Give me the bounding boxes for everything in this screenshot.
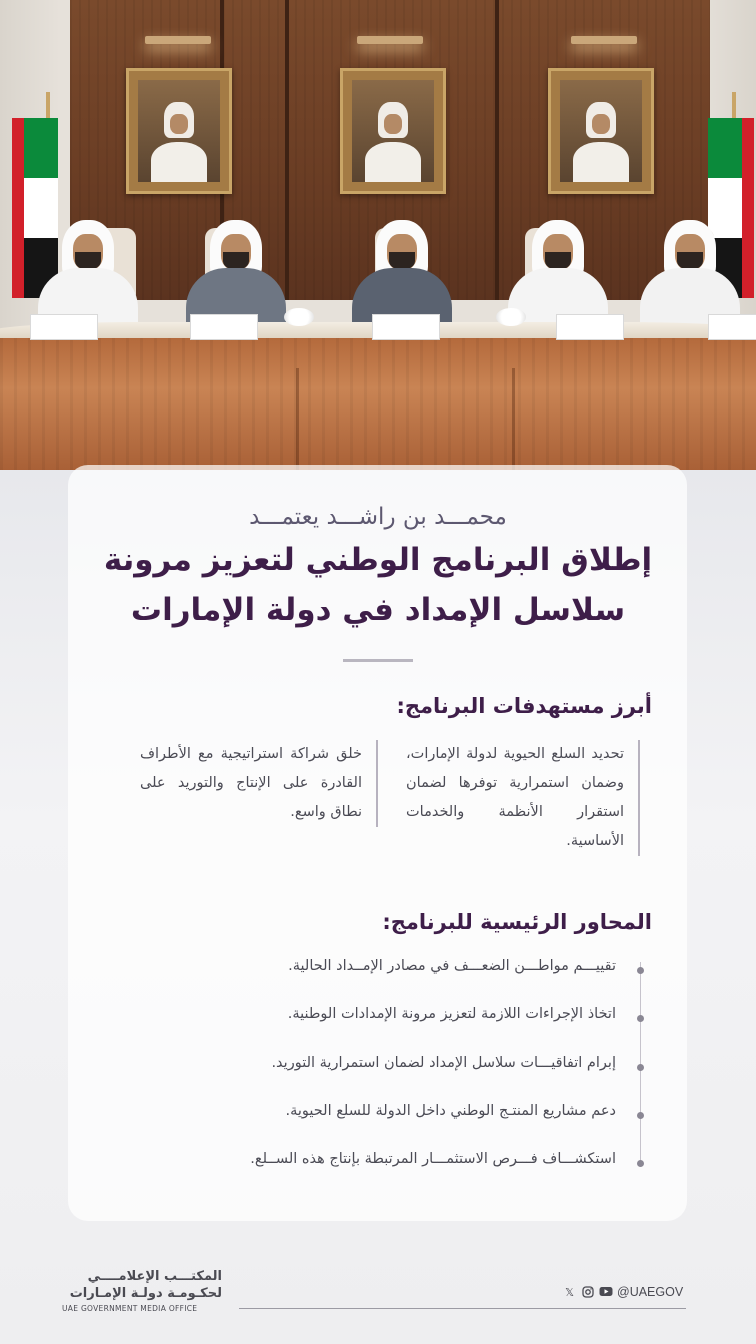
title-divider [343,659,413,662]
nameplate [556,314,624,340]
portrait-center [340,68,446,194]
headline-line-1: إطلاق البرنامج الوطني لتعزيز مرونة [103,542,653,578]
axis-item: استكشـــاف فـــرص الاستثمـــار المرتبطة بإنتاج هذه الســلع. [250,1151,616,1167]
logo-arabic-line-1: المكتـــب الإعلامــــي [87,1269,222,1284]
cabinet-meeting-photo [0,0,756,480]
person-1 [38,220,138,320]
axis-item: تقييـــم مواطـــن الضعـــف في مصادر الإمــداد الحالية. [288,958,616,974]
instagram-icon[interactable] [581,1286,594,1299]
bullet-dot [637,1015,644,1022]
nameplate [708,314,756,340]
axis-item: اتخاذ الإجراءات اللازمة لتعزيز مرونة الإمدادات الوطنية. [287,1006,616,1022]
nameplate [190,314,258,340]
bullet-dot [637,967,644,974]
axes-timeline-line [640,962,641,1162]
axis-item: إبرام اتفاقيـــات سلاسل الإمداد لضمان استمرارية التوريد. [271,1055,616,1071]
axis-item: دعم مشاريع المنتـج الوطني داخل الدولة للسلع الحيوية. [285,1103,616,1119]
kicker-text: محمـــد بن راشـــد يعتمـــد [249,504,507,530]
footer-divider [239,1308,686,1309]
x-icon[interactable]: 𝕏 [565,1285,574,1299]
social-handle[interactable]: @UAEGOV [617,1285,684,1299]
portrait-right [548,68,654,194]
axes-heading: المحاور الرئيسية للبرنامج: [382,910,652,934]
youtube-icon[interactable] [599,1286,612,1299]
goal-item: خلق شراكة استراتيجية مع الأطراف القادرة على الإنتاج والتوريد على نطاق واسع. [140,740,378,827]
person-4 [508,220,608,320]
nameplate [372,314,440,340]
portrait-left [126,68,232,194]
bullet-dot [637,1064,644,1071]
table-front [0,338,756,480]
person-2 [186,220,286,320]
bullet-dot [637,1112,644,1119]
nameplate [30,314,98,340]
goals-heading: أبرز مستهدفات البرنامج: [396,694,652,718]
social-links [563,1285,683,1299]
goal-item: تحديد السلع الحيوية لدولة الإمارات، وضمان استمرارية توفرها لضمان استقرار الأنظمة والخدمات الأساسية. [406,740,640,856]
bullet-dot [637,1160,644,1167]
person-3 [352,220,452,320]
logo-arabic-line-2: لحكـومـة دولـة الإمـارات [69,1286,222,1301]
media-office-logo [62,1268,222,1313]
logo-english: UAE GOVERNMENT MEDIA OFFICE [62,1304,198,1313]
person-5 [640,220,740,320]
headline-line-2: سلاسل الإمداد في دولة الإمارات [130,592,626,628]
